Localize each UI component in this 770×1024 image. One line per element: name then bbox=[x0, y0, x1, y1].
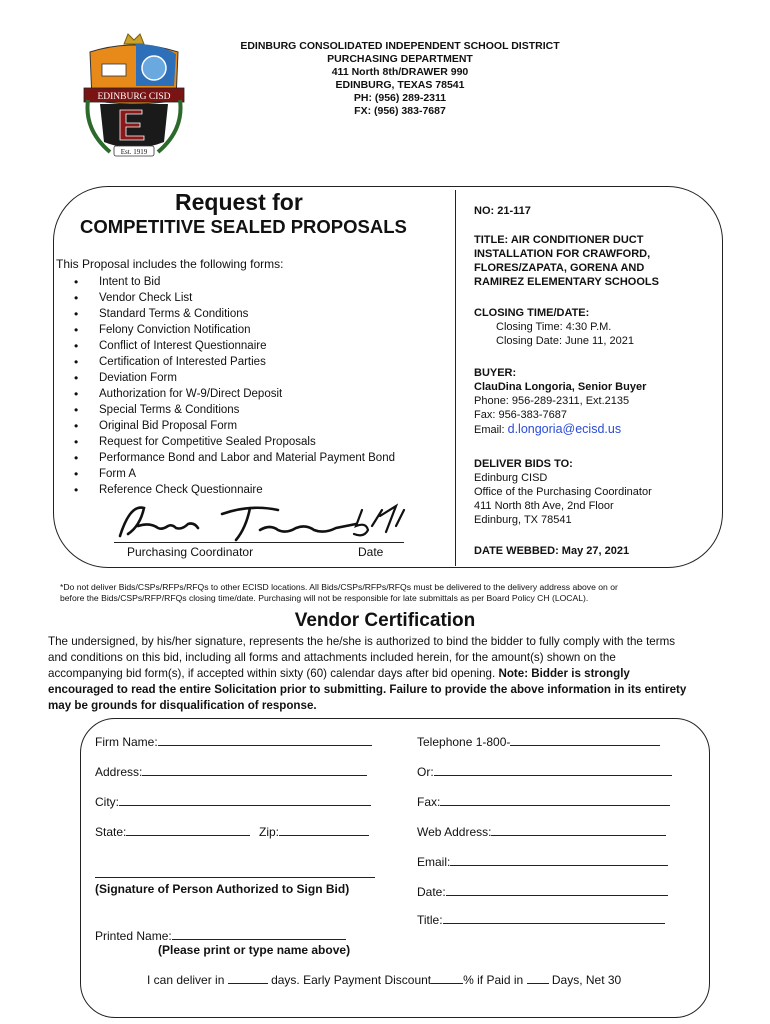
vendor-cert-title: Vendor Certification bbox=[294, 610, 476, 631]
fax-input[interactable] bbox=[440, 794, 670, 806]
deliver-line: Edinburg, TX 78541 bbox=[474, 514, 572, 526]
list-item: • Standard Terms & Conditions bbox=[62, 306, 395, 322]
handwritten-signature bbox=[110, 496, 410, 544]
forms-list bbox=[62, 274, 395, 498]
state-input[interactable] bbox=[126, 824, 250, 836]
deliver-line: 411 North 8th Ave, 2nd Floor bbox=[474, 500, 614, 512]
buyer-fax: Fax: 956-383-7687 bbox=[474, 409, 567, 421]
delivery-terms-row: I can deliver in days. Early Payment Discount % if Paid in Days, Net 30 bbox=[147, 973, 622, 987]
list-item: • Original Bid Proposal Form bbox=[62, 418, 395, 434]
date-field[interactable]: Date: bbox=[417, 884, 668, 899]
list-item: • Performance Bond and Labor and Material Payment Bond bbox=[62, 450, 395, 466]
list-item: • Vendor Check List bbox=[62, 290, 395, 306]
paid-days-input[interactable] bbox=[527, 972, 549, 984]
list-item: • Felony Conviction Notification bbox=[62, 322, 395, 338]
date-caption: Date bbox=[358, 545, 384, 559]
buyer-info bbox=[474, 366, 646, 437]
header-line: EDINBURG, TEXAS 78541 bbox=[335, 79, 465, 91]
date-input[interactable] bbox=[446, 884, 668, 896]
printed-name-caption: (Please print or type name above) bbox=[158, 943, 351, 957]
logo-est: Est. 1919 bbox=[120, 148, 148, 156]
list-item: • Authorization for W-9/Direct Deposit bbox=[62, 386, 395, 402]
buyer-name: ClauDina Longoria, Senior Buyer bbox=[474, 381, 647, 393]
list-item: • Conflict of Interest Questionnaire bbox=[62, 338, 395, 354]
header-line: FX: (956) 383-7687 bbox=[354, 105, 446, 117]
list-item: • Certification of Interested Parties bbox=[62, 354, 395, 370]
web-address-field[interactable]: Web Address: bbox=[417, 824, 666, 839]
deliver-heading: DELIVER BIDS TO: bbox=[474, 458, 573, 470]
deliver-info bbox=[474, 457, 652, 527]
email-input[interactable] bbox=[450, 854, 668, 866]
discount-percent-input[interactable] bbox=[431, 972, 463, 984]
buyer-phone: Phone: 956-289-2311, Ext.2135 bbox=[474, 395, 630, 407]
vendor-cert-text: The undersigned, by his/her signature, represents the he/she is authorized to bind the bidder to fully comply with the terms and conditions on this bid, including all forms and attachments included herein, for the amount(s) shown on the accompanying bid form(s), if accepted within sixty (60) calendar days after bid opening. Note: Bidder is strongly encouraged to read the entire Solicitation prior to submitting. Failure to provide the above information in its entirety may be grounds for disqualification of response. bbox=[48, 635, 687, 712]
closing-date: Closing Date: June 11, 2021 bbox=[496, 335, 634, 347]
buyer-email-link[interactable]: d.longoria@ecisd.us bbox=[507, 422, 622, 436]
closing-time: Closing Time: 4:30 P.M. bbox=[496, 321, 612, 333]
telephone-input[interactable] bbox=[510, 734, 660, 746]
signature-input-line[interactable] bbox=[95, 877, 375, 878]
header-line: PURCHASING DEPARTMENT bbox=[327, 53, 473, 65]
deliver-line: Office of the Purchasing Coordinator bbox=[474, 486, 652, 498]
delivery-notice: *Do not deliver Bids/CSPs/RFPs/RFQs to other ECISD locations. All Bids/CSPs/RFPs/RFQs must be delivered to the delivery address above on or before the Bids/CSPs/RFP/RFQs closing time/date. Purchasing will not be responsible for late submittals as per Board Policy CH (LOCAL). bbox=[60, 582, 618, 603]
list-item: • Intent to Bid bbox=[62, 274, 395, 290]
fax-field[interactable]: Fax: bbox=[417, 794, 670, 809]
delivery-days-input[interactable] bbox=[228, 972, 268, 984]
firm-name-input[interactable] bbox=[158, 734, 372, 746]
request-title: Request for bbox=[175, 189, 303, 215]
city-field[interactable]: City: bbox=[95, 794, 371, 809]
forms-intro: This Proposal includes the following forms: bbox=[56, 257, 284, 271]
crown-icon bbox=[124, 34, 144, 44]
title-field[interactable]: Title: bbox=[417, 912, 665, 927]
box-divider bbox=[455, 190, 456, 566]
printed-name-field[interactable]: Printed Name: bbox=[95, 928, 346, 943]
buyer-heading: BUYER: bbox=[474, 367, 517, 379]
zip-field[interactable]: Zip: bbox=[259, 824, 369, 839]
email-field[interactable]: Email: bbox=[417, 854, 668, 869]
request-subtitle: COMPETITIVE SEALED PROPOSALS bbox=[80, 216, 407, 237]
district-header bbox=[180, 40, 620, 118]
bid-title: TITLE: AIR CONDITIONER DUCT INSTALLATION FOR CRAWFORD, FLORES/ZAPATA, GORENA AND RAMIREZ ELEMENTARY SCHOOLS bbox=[474, 234, 659, 288]
address-field[interactable]: Address: bbox=[95, 764, 367, 779]
address-input[interactable] bbox=[142, 764, 367, 776]
header-line: 411 North 8th/DRAWER 990 bbox=[331, 66, 469, 78]
signature-line bbox=[114, 542, 404, 543]
header-line: EDINBURG CONSOLIDATED INDEPENDENT SCHOOL DISTRICT bbox=[240, 40, 560, 52]
buyer-email-row bbox=[474, 422, 646, 437]
date-webbed: DATE WEBBED: May 27, 2021 bbox=[474, 545, 630, 557]
firm-name-field[interactable]: Firm Name: bbox=[95, 734, 372, 749]
or-input[interactable] bbox=[434, 764, 672, 776]
bid-number: NO: 21-117 bbox=[474, 205, 531, 217]
title-input[interactable] bbox=[443, 912, 665, 924]
city-input[interactable] bbox=[119, 794, 371, 806]
printed-name-input[interactable] bbox=[172, 928, 346, 940]
telephone-field[interactable]: Telephone 1-800- bbox=[417, 734, 660, 749]
or-field[interactable]: Or: bbox=[417, 764, 672, 779]
closing-info bbox=[474, 306, 634, 348]
list-item: • Request for Competitive Sealed Proposals bbox=[62, 434, 395, 450]
closing-heading: CLOSING TIME/DATE: bbox=[474, 307, 590, 319]
buyer-email-label: Email: bbox=[474, 424, 505, 436]
header-line: PH: (956) 289-2311 bbox=[353, 92, 447, 104]
zip-input[interactable] bbox=[279, 824, 369, 836]
signature-caption: Purchasing Coordinator bbox=[127, 545, 254, 559]
logo-text: EDINBURG CISD bbox=[97, 92, 171, 102]
web-address-input[interactable] bbox=[491, 824, 666, 836]
list-item: • Reference Check Questionnaire bbox=[62, 482, 395, 498]
district-logo bbox=[80, 30, 188, 162]
state-field[interactable]: State: bbox=[95, 824, 250, 839]
list-item: • Form A bbox=[62, 466, 395, 482]
list-item: • Special Terms & Conditions bbox=[62, 402, 395, 418]
signature-authorized-caption: (Signature of Person Authorized to Sign Bid) bbox=[95, 882, 350, 896]
list-item: • Deviation Form bbox=[62, 370, 395, 386]
deliver-line: Edinburg CISD bbox=[474, 472, 548, 484]
